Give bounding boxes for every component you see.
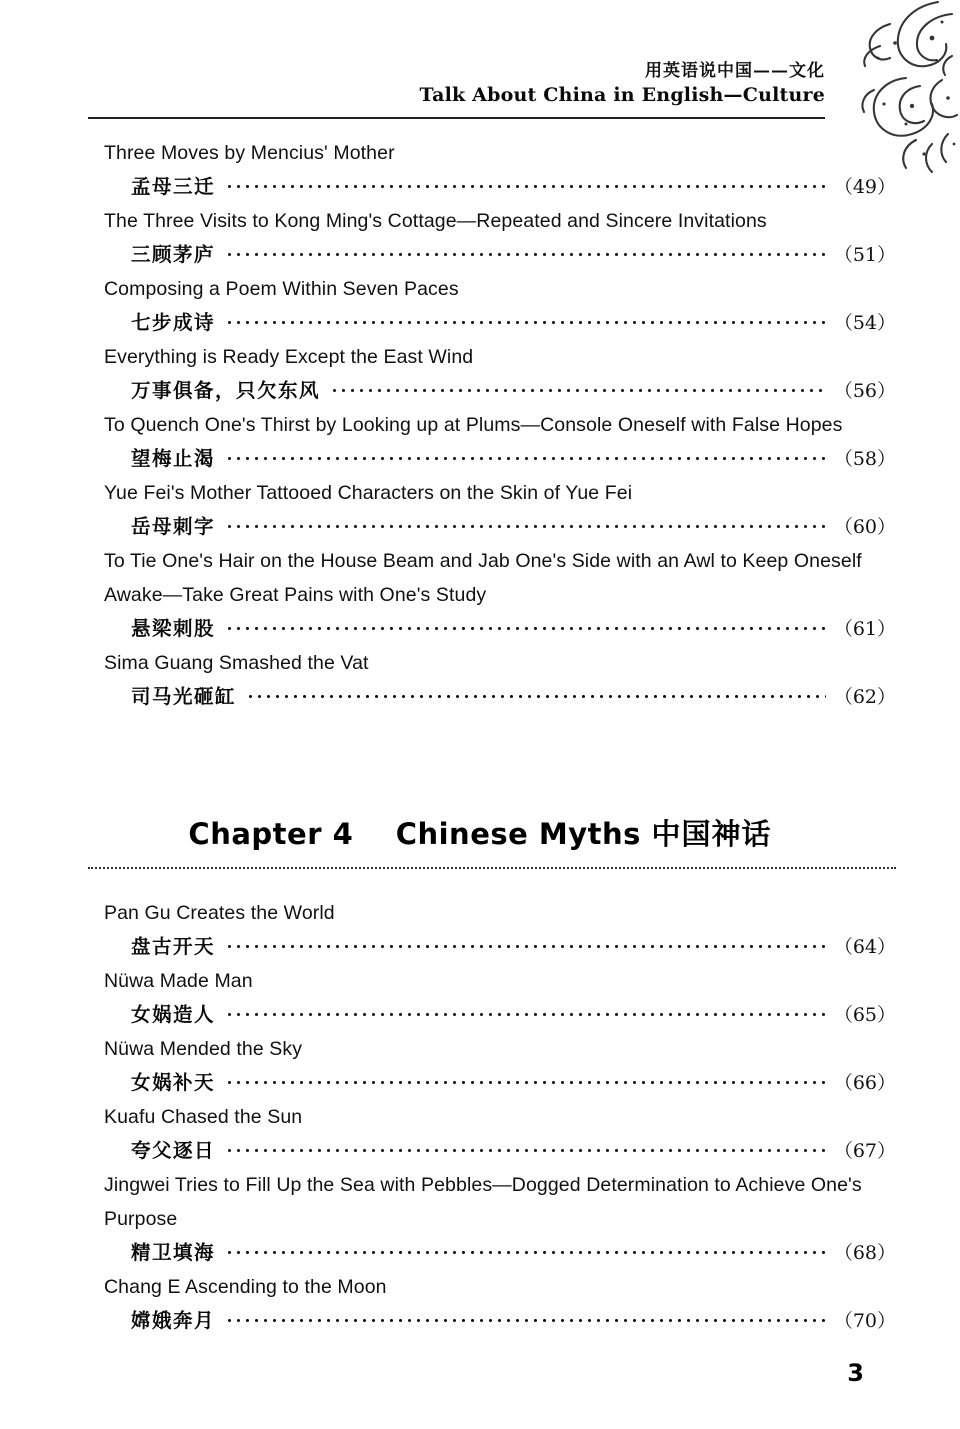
toc-entry-page-number: （51） <box>833 244 896 266</box>
running-header <box>88 60 825 107</box>
toc-entry[interactable] <box>104 544 896 646</box>
toc-entry-row[interactable] <box>104 680 896 714</box>
toc-entry-title-chinese: 万事俱备，只欠东风 <box>131 379 321 402</box>
leader-dots <box>225 449 826 465</box>
leader-dots <box>330 381 826 397</box>
leader-dots <box>246 687 826 703</box>
toc-entry-title-english: Everything is Ready Except the East Wind <box>104 346 474 368</box>
toc-entry-title-chinese: 司马光砸缸 <box>131 685 237 708</box>
toc-entry-page-number: （65） <box>833 1004 896 1026</box>
page-folio: 3 <box>847 1359 864 1387</box>
toc-entry-page-number: （68） <box>833 1242 896 1264</box>
toc-list-bottom <box>104 896 896 1338</box>
toc-entry-title-english: Composing a Poem Within Seven Paces <box>104 278 459 300</box>
toc-entry-title-chinese: 精卫填海 <box>131 1241 216 1264</box>
toc-entry[interactable] <box>104 204 896 272</box>
chapter-label: Chapter 4 <box>188 817 354 851</box>
leader-dots <box>225 1311 826 1327</box>
toc-entry[interactable] <box>104 408 896 476</box>
toc-entry-title-english: Three Moves by Mencius' Mother <box>104 142 395 164</box>
leader-dots <box>225 1005 826 1021</box>
toc-entry-title-chinese: 盘古开天 <box>131 935 216 958</box>
chapter-title <box>88 812 896 853</box>
toc-entry-page-number: （70） <box>833 1310 896 1332</box>
toc-entry-row[interactable] <box>104 930 896 964</box>
toc-entry[interactable] <box>104 1168 896 1270</box>
toc-entry-page-number: （60） <box>833 516 896 538</box>
toc-entry-page-number: （66） <box>833 1072 896 1094</box>
leader-dots <box>225 313 826 329</box>
toc-entry-row[interactable] <box>104 238 896 272</box>
toc-entry-row[interactable] <box>104 374 896 408</box>
chapter-heading-block <box>88 812 896 869</box>
toc-entry-title-english: The Three Visits to Kong Ming's Cottage—Repeated and Sincere Invitations <box>104 210 767 232</box>
toc-entry-title-english: Pan Gu Creates the World <box>104 902 335 924</box>
header-divider <box>88 117 825 119</box>
toc-entry-row[interactable] <box>104 998 896 1032</box>
leader-dots <box>225 1141 826 1157</box>
toc-entry-row[interactable] <box>104 170 896 204</box>
toc-entry-title-english: Yue Fei's Mother Tattooed Characters on the Skin of Yue Fei <box>104 482 633 504</box>
toc-entry-title-chinese: 女娲造人 <box>131 1003 216 1026</box>
toc-entry-title-english: To Tie One's Hair on the House Beam and Jab One's Side with an Awl to Keep Oneself Awake—Take Great Pains with One's Study <box>104 550 862 606</box>
toc-entry[interactable] <box>104 1100 896 1168</box>
toc-entry[interactable] <box>104 476 896 544</box>
toc-entry-page-number: （62） <box>833 686 896 708</box>
toc-entry-page-number: （61） <box>833 618 896 640</box>
chapter-title-english: Chinese Myths <box>395 817 641 851</box>
running-header-chinese: 用英语说中国——文化 <box>645 61 825 81</box>
running-header-english: Talk About China in English—Culture <box>419 84 825 106</box>
leader-dots <box>225 1243 826 1259</box>
toc-entry-row[interactable] <box>104 442 896 476</box>
toc-entry-title-chinese: 望梅止渴 <box>131 447 216 470</box>
chapter-title-chinese: 中国神话 <box>651 817 772 851</box>
leader-dots <box>225 619 826 635</box>
toc-entry-row[interactable] <box>104 612 896 646</box>
toc-entry[interactable] <box>104 1032 896 1100</box>
toc-entry-row[interactable] <box>104 1134 896 1168</box>
toc-entry-title-english: Chang E Ascending to the Moon <box>104 1276 387 1298</box>
toc-entry-page-number: （64） <box>833 936 896 958</box>
toc-entry-title-chinese: 三顾茅庐 <box>131 243 216 266</box>
leader-dots <box>225 245 826 261</box>
toc-entry-title-chinese: 岳母刺字 <box>131 515 216 538</box>
toc-entry[interactable] <box>104 1270 896 1338</box>
toc-entry-title-english: Jingwei Tries to Fill Up the Sea with Pebbles—Dogged Determination to Achieve One's Purpose <box>104 1174 862 1230</box>
toc-entry[interactable] <box>104 646 896 714</box>
leader-dots <box>225 517 826 533</box>
toc-entry-title-chinese: 悬梁刺股 <box>131 617 216 640</box>
toc-entry[interactable] <box>104 964 896 1032</box>
toc-entry-row[interactable] <box>104 1236 896 1270</box>
toc-list-top <box>104 136 896 714</box>
leader-dots <box>225 1073 826 1089</box>
toc-entry-page-number: （58） <box>833 448 896 470</box>
toc-entry-title-english: Nüwa Made Man <box>104 970 253 992</box>
toc-entry-title-english: Sima Guang Smashed the Vat <box>104 652 369 674</box>
toc-entry-row[interactable] <box>104 306 896 340</box>
toc-entry-title-english: Nüwa Mended the Sky <box>104 1038 303 1060</box>
toc-entry[interactable] <box>104 896 896 964</box>
toc-entry-title-chinese: 夸父逐日 <box>131 1139 216 1162</box>
chapter-divider <box>88 867 896 869</box>
toc-entry-page-number: （56） <box>833 380 896 402</box>
toc-entry-title-english: Kuafu Chased the Sun <box>104 1106 303 1128</box>
toc-entry-page-number: （49） <box>833 176 896 198</box>
toc-entry-title-chinese: 女娲补天 <box>131 1071 216 1094</box>
leader-dots <box>225 937 826 953</box>
toc-entry-page-number: （54） <box>833 312 896 334</box>
toc-entry-row[interactable] <box>104 1304 896 1338</box>
toc-entry[interactable] <box>104 136 896 204</box>
leader-dots <box>225 177 826 193</box>
toc-entry-title-english: To Quench One's Thirst by Looking up at Plums—Console Oneself with False Hopes <box>104 414 843 436</box>
toc-entry[interactable] <box>104 340 896 408</box>
toc-entry-row[interactable] <box>104 1066 896 1100</box>
toc-entry-title-chinese: 孟母三迁 <box>131 175 216 198</box>
toc-entry-title-chinese: 嫦娥奔月 <box>131 1309 216 1332</box>
toc-entry[interactable] <box>104 272 896 340</box>
toc-entry-page-number: （67） <box>833 1140 896 1162</box>
toc-entry-title-chinese: 七步成诗 <box>131 311 216 334</box>
toc-entry-row[interactable] <box>104 510 896 544</box>
